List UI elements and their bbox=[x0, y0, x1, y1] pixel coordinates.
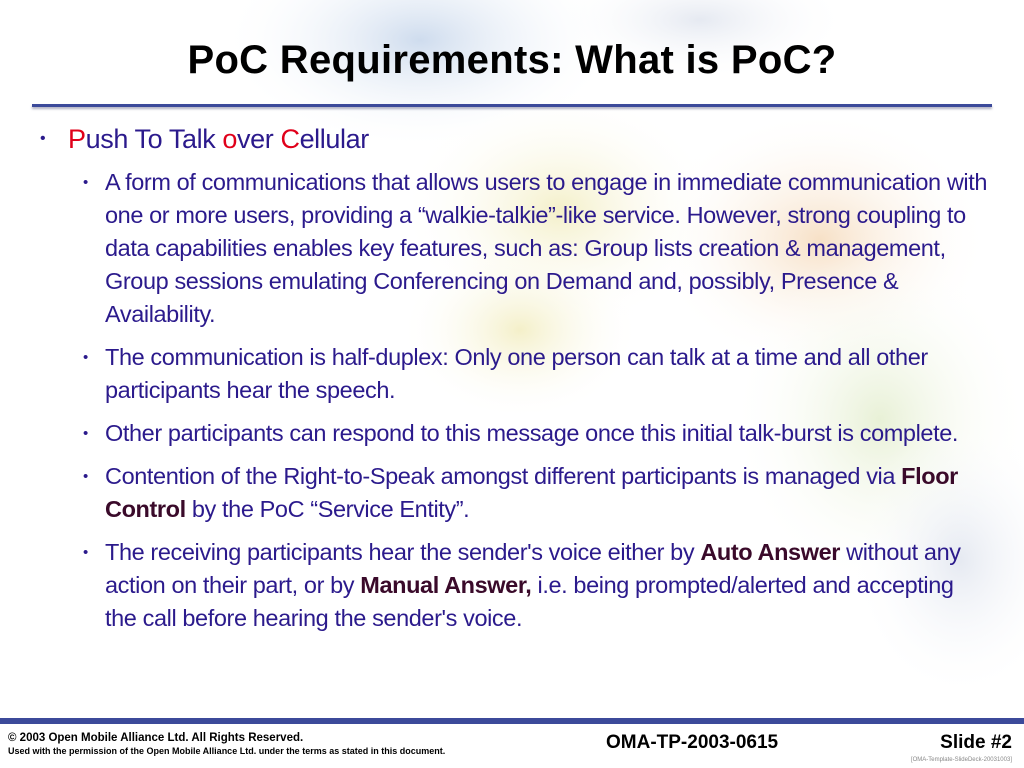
heading-part: ush To Talk bbox=[85, 124, 223, 154]
bullet-item bbox=[40, 341, 990, 407]
bullet-bold-text: Manual Answer, bbox=[360, 572, 532, 598]
bullet-dot-icon: • bbox=[40, 130, 46, 147]
heading-part: C bbox=[280, 124, 300, 154]
bullet-item bbox=[40, 166, 990, 331]
bullet-dot-icon: • bbox=[83, 544, 88, 561]
slide-number: Slide #2 bbox=[940, 732, 1012, 753]
bullet-dot-icon: • bbox=[83, 468, 88, 485]
bullet-text: The communication is half-duplex: Only one person can talk at a time and all other participants hear the speech. bbox=[105, 344, 928, 403]
bullet-text: Other participants can respond to this message once this initial talk-burst is complete. bbox=[105, 420, 959, 446]
template-id: [OMA-Template-SlideDeck-20031003] bbox=[910, 757, 1012, 763]
bullet-bold-text: Auto Answer bbox=[700, 539, 840, 565]
bullet-text: A form of communications that allows users to engage in immediate communication with one or more users, providing a “walkie-talkie”-like service. However, strong coupling to data capabilities enables key features, such as: Group lists creation & management, Group sessions emulating Conferencing on Demand and, possibly, Presence & Availability. bbox=[105, 169, 988, 327]
bullet-text: The receiving participants hear the sender's voice either by bbox=[105, 539, 701, 565]
document-number: OMA-TP-2003-0615 bbox=[606, 732, 779, 753]
heading-bullet bbox=[40, 122, 990, 156]
bullet-item bbox=[40, 536, 990, 635]
bullet-dot-icon: • bbox=[83, 425, 88, 442]
slide-title: PoC Requirements: What is PoC? bbox=[187, 38, 837, 82]
heading-part: o bbox=[222, 124, 238, 154]
heading-part: ver bbox=[237, 124, 281, 154]
bullet-text: without any action on their part, or by bbox=[105, 539, 961, 598]
bullet-text: by the PoC “Service Entity”. bbox=[185, 496, 470, 522]
bullet-item bbox=[40, 417, 990, 450]
copyright-text: © 2003 Open Mobile Alliance Ltd. All Rights Reserved. bbox=[8, 732, 304, 744]
heading-part: P bbox=[68, 124, 86, 154]
bullet-dot-icon: • bbox=[83, 349, 88, 366]
slide-content bbox=[40, 122, 990, 645]
bullet-item bbox=[40, 460, 990, 526]
bullet-text: Contention of the Right-to-Speak amongst different participants is managed via bbox=[105, 463, 902, 489]
bullet-text: i.e. being prompted/alerted and accepting the call before hearing the sender's voice. bbox=[105, 572, 954, 631]
bullet-dot-icon: • bbox=[83, 174, 88, 191]
bullet-list bbox=[40, 166, 990, 635]
heading-text bbox=[68, 124, 369, 154]
permission-text: Used with the permission of the Open Mobile Alliance Ltd. under the terms as stated in this document. bbox=[8, 746, 446, 756]
footer bbox=[0, 724, 1024, 768]
heading-part: ellular bbox=[299, 124, 369, 154]
title-divider bbox=[32, 104, 992, 107]
bullet-bold-text: Floor Control bbox=[105, 463, 958, 522]
